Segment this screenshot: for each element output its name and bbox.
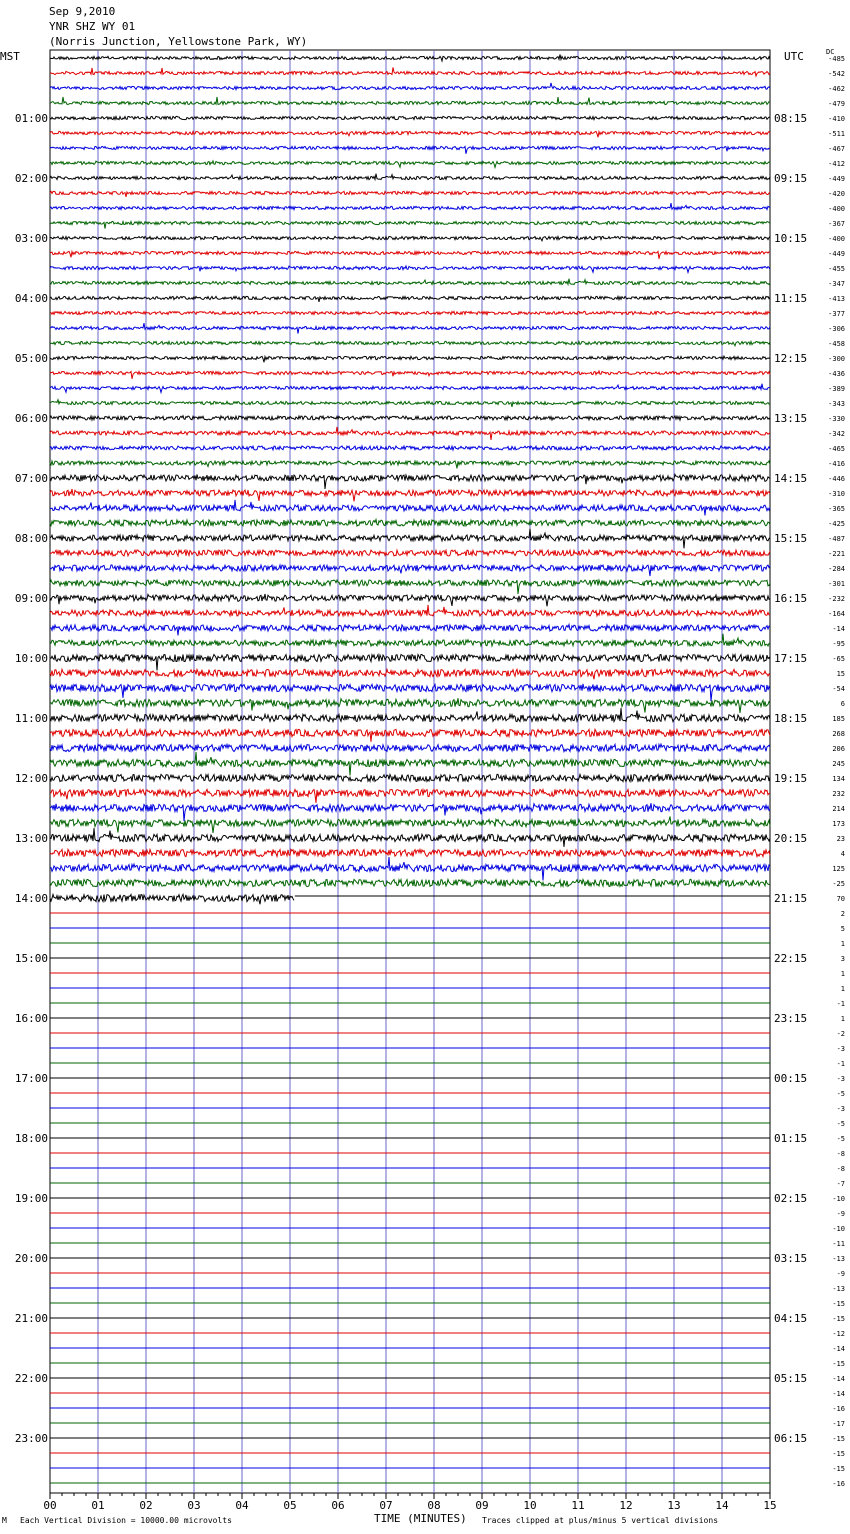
seismic-trace xyxy=(50,520,770,527)
x-tick-label: 00 xyxy=(43,1499,57,1512)
dc-offset-label: -400 xyxy=(828,205,845,213)
seismic-trace xyxy=(50,461,770,468)
dc-offset-label: -5 xyxy=(836,1135,845,1143)
right-hour-label: 08:15 xyxy=(774,112,808,125)
x-tick-label: 01 xyxy=(91,1499,105,1512)
dc-offset-label: -485 xyxy=(828,55,845,63)
left-hour-label: 18:00 xyxy=(14,1132,48,1145)
dc-offset-label: -65 xyxy=(832,655,845,663)
seismic-trace xyxy=(50,446,770,450)
dc-offset-label: 173 xyxy=(832,820,845,828)
dc-offset-label: -5 xyxy=(836,1120,845,1128)
seismic-trace xyxy=(50,698,770,713)
dc-offset-label: 5 xyxy=(840,925,845,933)
dc-offset-label: -16 xyxy=(832,1405,845,1413)
dc-offset-label: -410 xyxy=(828,115,845,123)
right-hour-label: 10:15 xyxy=(774,232,808,245)
dc-offset-label: -16 xyxy=(832,1480,845,1488)
dc-offset-label: -400 xyxy=(828,235,845,243)
dc-offset-label: -12 xyxy=(832,1330,845,1338)
x-tick-label: 10 xyxy=(523,1499,537,1512)
dc-offset-label: -310 xyxy=(828,490,845,498)
x-tick-label: 05 xyxy=(283,1499,297,1512)
right-hour-label: 13:15 xyxy=(774,412,808,425)
dc-offset-label: 1 xyxy=(840,985,845,993)
seismic-trace xyxy=(50,323,770,333)
dc-offset-label: 3 xyxy=(840,955,845,963)
scale-note: Each Vertical Division = 10000.00 microvolts xyxy=(20,1516,232,1525)
dc-offset-label: -10 xyxy=(832,1225,845,1233)
seismic-trace xyxy=(50,849,770,857)
x-tick-label: 14 xyxy=(715,1499,729,1512)
seismic-trace xyxy=(50,744,770,752)
seismic-trace xyxy=(50,684,770,701)
left-hour-label: 13:00 xyxy=(14,832,48,845)
right-hour-label: 17:15 xyxy=(774,652,808,665)
seismic-trace xyxy=(50,427,770,440)
dc-offset-label: -367 xyxy=(828,220,845,228)
left-hour-label: 16:00 xyxy=(14,1012,48,1025)
x-tick-label: 03 xyxy=(187,1499,201,1512)
dc-offset-label: 245 xyxy=(832,760,845,768)
dc-offset-label: -347 xyxy=(828,280,845,288)
left-hour-label: 02:00 xyxy=(14,172,48,185)
seismic-trace xyxy=(50,879,770,886)
dc-offset-label: -487 xyxy=(828,535,845,543)
dc-offset-label: -10 xyxy=(832,1195,845,1203)
left-hour-label: 06:00 xyxy=(14,412,48,425)
seismic-trace xyxy=(50,400,770,407)
dc-offset-label: -3 xyxy=(836,1105,845,1113)
left-hour-label: 12:00 xyxy=(14,772,48,785)
seismic-trace xyxy=(50,236,770,240)
seismic-trace xyxy=(50,131,770,137)
seismic-trace xyxy=(50,625,770,636)
dc-offset-label: -330 xyxy=(828,415,845,423)
right-hour-label: 19:15 xyxy=(774,772,808,785)
seismic-trace xyxy=(50,416,770,420)
dc-offset-label: -15 xyxy=(832,1450,845,1458)
dc-offset-label: -479 xyxy=(828,100,845,108)
location-label: (Norris Junction, Yellowstone Park, WY) xyxy=(49,35,308,48)
seismic-trace xyxy=(50,191,770,197)
seismic-trace xyxy=(50,729,770,742)
right-hour-label: 00:15 xyxy=(774,1072,808,1085)
x-tick-label: 13 xyxy=(667,1499,681,1512)
dc-offset-label: -221 xyxy=(828,550,845,558)
channel-label: YNR SHZ WY 01 xyxy=(49,20,136,33)
seismic-trace xyxy=(50,489,770,501)
dc-offset-label: 15 xyxy=(836,670,845,678)
right-hour-label: 09:15 xyxy=(774,172,808,185)
dc-offset-label: -420 xyxy=(828,190,845,198)
seismic-trace xyxy=(50,83,770,90)
x-tick-label: 02 xyxy=(139,1499,153,1512)
seismic-trace xyxy=(50,474,770,489)
seismic-trace xyxy=(50,203,770,210)
dc-offset-label: 2 xyxy=(840,910,845,918)
right-timezone-label: UTC xyxy=(784,50,804,63)
dc-offset-label: -511 xyxy=(828,130,845,138)
dc-offset-label: -25 xyxy=(832,880,845,888)
dc-offset-label: -13 xyxy=(832,1285,845,1293)
dc-offset-label: -465 xyxy=(828,445,845,453)
left-hour-label: 11:00 xyxy=(14,712,48,725)
seismic-trace xyxy=(50,774,770,781)
left-hour-label: 22:00 xyxy=(14,1372,48,1385)
dc-offset-label: -5 xyxy=(836,1090,845,1098)
seismic-trace xyxy=(50,828,770,847)
left-hour-label: 05:00 xyxy=(14,352,48,365)
dc-offset-label: -365 xyxy=(828,505,845,513)
dc-offset-label: 214 xyxy=(832,805,845,813)
dc-offset-label: 268 xyxy=(832,730,845,738)
date-label: Sep 9,2010 xyxy=(49,5,116,18)
left-hour-label: 08:00 xyxy=(14,532,48,545)
seismic-trace xyxy=(50,55,770,62)
dc-offset-label: -342 xyxy=(828,430,845,438)
right-hour-label: 01:15 xyxy=(774,1132,808,1145)
dc-offset-label: -3 xyxy=(836,1045,845,1053)
dc-offset-label: -15 xyxy=(832,1435,845,1443)
left-hour-label: 14:00 xyxy=(14,892,48,905)
dc-offset-label: -14 xyxy=(832,1390,845,1398)
dc-offset-label: 4 xyxy=(840,850,845,858)
left-hour-label: 17:00 xyxy=(14,1072,48,1085)
seismic-trace xyxy=(50,311,770,314)
dc-offset-label: -462 xyxy=(828,85,845,93)
dc-offset-label: -14 xyxy=(832,625,845,633)
seismic-trace xyxy=(50,529,770,549)
seismic-trace xyxy=(50,500,770,516)
dc-offset-label: -1 xyxy=(836,1060,845,1068)
seismic-trace xyxy=(50,580,770,595)
dc-offset-label: -416 xyxy=(828,460,845,468)
dc-offset-label: -9 xyxy=(836,1210,845,1218)
dc-offset-label: -13 xyxy=(832,1255,845,1263)
dc-offset-label: -446 xyxy=(828,475,845,483)
right-hour-label: 23:15 xyxy=(774,1012,808,1025)
footer-mark: M xyxy=(2,1516,7,1525)
seismic-trace xyxy=(50,266,770,273)
dc-offset-label: -1 xyxy=(836,1000,845,1008)
dc-offset-label: -389 xyxy=(828,385,845,393)
x-tick-label: 06 xyxy=(331,1499,345,1512)
dc-offset-label: 70 xyxy=(836,895,845,903)
dc-offset-label: 125 xyxy=(832,865,845,873)
right-hour-label: 03:15 xyxy=(774,1252,808,1265)
seismic-trace xyxy=(50,752,770,775)
dc-offset-label: -467 xyxy=(828,145,845,153)
dc-offset-label: 1 xyxy=(840,970,845,978)
right-hour-label: 04:15 xyxy=(774,1312,808,1325)
dc-offset-label: -17 xyxy=(832,1420,845,1428)
right-hour-label: 06:15 xyxy=(774,1432,808,1445)
seismic-trace xyxy=(50,669,770,679)
seismic-trace xyxy=(50,116,770,119)
dc-offset-label: 232 xyxy=(832,790,845,798)
seismic-trace xyxy=(50,296,770,302)
right-hour-label: 22:15 xyxy=(774,952,808,965)
left-hour-label: 09:00 xyxy=(14,592,48,605)
x-tick-label: 15 xyxy=(763,1499,777,1512)
dc-offset-label: -412 xyxy=(828,160,845,168)
dc-offset-label: -11 xyxy=(832,1240,845,1248)
left-hour-label: 21:00 xyxy=(14,1312,48,1325)
dc-offset-label: -425 xyxy=(828,520,845,528)
right-hour-label: 16:15 xyxy=(774,592,808,605)
dc-offset-label: -7 xyxy=(836,1180,845,1188)
left-hour-label: 15:00 xyxy=(14,952,48,965)
dc-offset-label: -449 xyxy=(828,250,845,258)
dc-offset-label: 134 xyxy=(832,775,845,783)
right-hour-label: 14:15 xyxy=(774,472,808,485)
right-hour-label: 12:15 xyxy=(774,352,808,365)
dc-offset-label: -15 xyxy=(832,1300,845,1308)
left-hour-label: 23:00 xyxy=(14,1432,48,1445)
right-hour-label: 05:15 xyxy=(774,1372,808,1385)
x-tick-label: 11 xyxy=(571,1499,585,1512)
seismic-trace xyxy=(50,550,770,556)
dc-offset-label: -15 xyxy=(832,1465,845,1473)
seismic-trace xyxy=(50,221,770,228)
dc-offset-label: -232 xyxy=(828,595,845,603)
left-hour-label: 10:00 xyxy=(14,652,48,665)
dc-offset-label: 6 xyxy=(840,700,845,708)
dc-offset-label: 1 xyxy=(840,1015,845,1023)
dc-offset-label: -15 xyxy=(832,1360,845,1368)
seismic-trace xyxy=(50,634,770,646)
seismic-trace xyxy=(50,67,770,76)
seismic-trace xyxy=(50,174,770,180)
seismic-trace xyxy=(50,857,770,880)
seismic-trace xyxy=(50,654,770,670)
dc-offset-label: -54 xyxy=(832,685,845,693)
dc-offset-label: -14 xyxy=(832,1375,845,1383)
left-hour-label: 19:00 xyxy=(14,1192,48,1205)
seismic-trace xyxy=(50,251,770,259)
right-hour-label: 11:15 xyxy=(774,292,808,305)
dc-offset-label: -542 xyxy=(828,70,845,78)
dc-offset-label: -8 xyxy=(836,1165,845,1173)
dc-offset-label: -2 xyxy=(836,1030,845,1038)
left-hour-label: 03:00 xyxy=(14,232,48,245)
seismic-trace xyxy=(50,279,770,285)
right-hour-label: 02:15 xyxy=(774,1192,808,1205)
dc-offset-label: -343 xyxy=(828,400,845,408)
x-tick-label: 07 xyxy=(379,1499,393,1512)
seismic-trace xyxy=(50,594,770,606)
dc-label: DC xyxy=(826,48,835,56)
right-hour-label: 21:15 xyxy=(774,892,808,905)
seismic-trace xyxy=(50,97,770,105)
dc-offset-label: -377 xyxy=(828,310,845,318)
dc-offset-label: -413 xyxy=(828,295,845,303)
dc-offset-label: 1 xyxy=(840,940,845,948)
seismic-trace xyxy=(50,803,770,821)
dc-offset-label: -284 xyxy=(828,565,845,573)
left-hour-label: 01:00 xyxy=(14,112,48,125)
right-hour-label: 18:15 xyxy=(774,712,808,725)
dc-offset-label: -9 xyxy=(836,1270,845,1278)
seismic-trace xyxy=(50,565,770,576)
x-tick-label: 09 xyxy=(475,1499,489,1512)
plot-frame xyxy=(50,50,770,1493)
x-tick-label: 12 xyxy=(619,1499,633,1512)
seismic-trace xyxy=(50,146,770,154)
left-hour-label: 20:00 xyxy=(14,1252,48,1265)
dc-offset-label: 185 xyxy=(832,715,845,723)
left-timezone-label: MST xyxy=(0,50,20,63)
seismic-trace xyxy=(50,356,770,362)
dc-offset-label: -15 xyxy=(832,1315,845,1323)
dc-offset-label: -95 xyxy=(832,640,845,648)
seismic-trace xyxy=(50,384,770,393)
dc-offset-label: -14 xyxy=(832,1345,845,1353)
seismic-trace xyxy=(50,789,770,802)
x-axis-title: TIME (MINUTES) xyxy=(374,1512,467,1525)
dc-offset-label: -300 xyxy=(828,355,845,363)
dc-offset-label: -436 xyxy=(828,370,845,378)
dc-offset-label: -306 xyxy=(828,325,845,333)
seismic-trace xyxy=(50,371,770,379)
right-hour-label: 15:15 xyxy=(774,532,808,545)
dc-offset-label: -458 xyxy=(828,340,845,348)
seismic-trace xyxy=(50,708,770,721)
dc-offset-label: -449 xyxy=(828,175,845,183)
right-hour-label: 20:15 xyxy=(774,832,808,845)
x-tick-label: 04 xyxy=(235,1499,249,1512)
dc-offset-label: -8 xyxy=(836,1150,845,1158)
seismic-trace xyxy=(50,341,770,345)
left-hour-label: 04:00 xyxy=(14,292,48,305)
dc-offset-label: -301 xyxy=(828,580,845,588)
seismic-trace xyxy=(50,817,770,833)
dc-offset-label: 206 xyxy=(832,745,845,753)
left-hour-label: 07:00 xyxy=(14,472,48,485)
clip-note: Traces clipped at plus/minus 5 vertical divisions xyxy=(482,1516,719,1525)
x-tick-label: 08 xyxy=(427,1499,441,1512)
dc-offset-label: -3 xyxy=(836,1075,845,1083)
seismic-trace xyxy=(50,161,770,168)
dc-offset-label: 23 xyxy=(836,835,845,843)
seismic-trace xyxy=(50,894,294,904)
dc-offset-label: -164 xyxy=(828,610,845,618)
seismic-trace xyxy=(50,605,770,616)
dc-offset-label: -455 xyxy=(828,265,845,273)
